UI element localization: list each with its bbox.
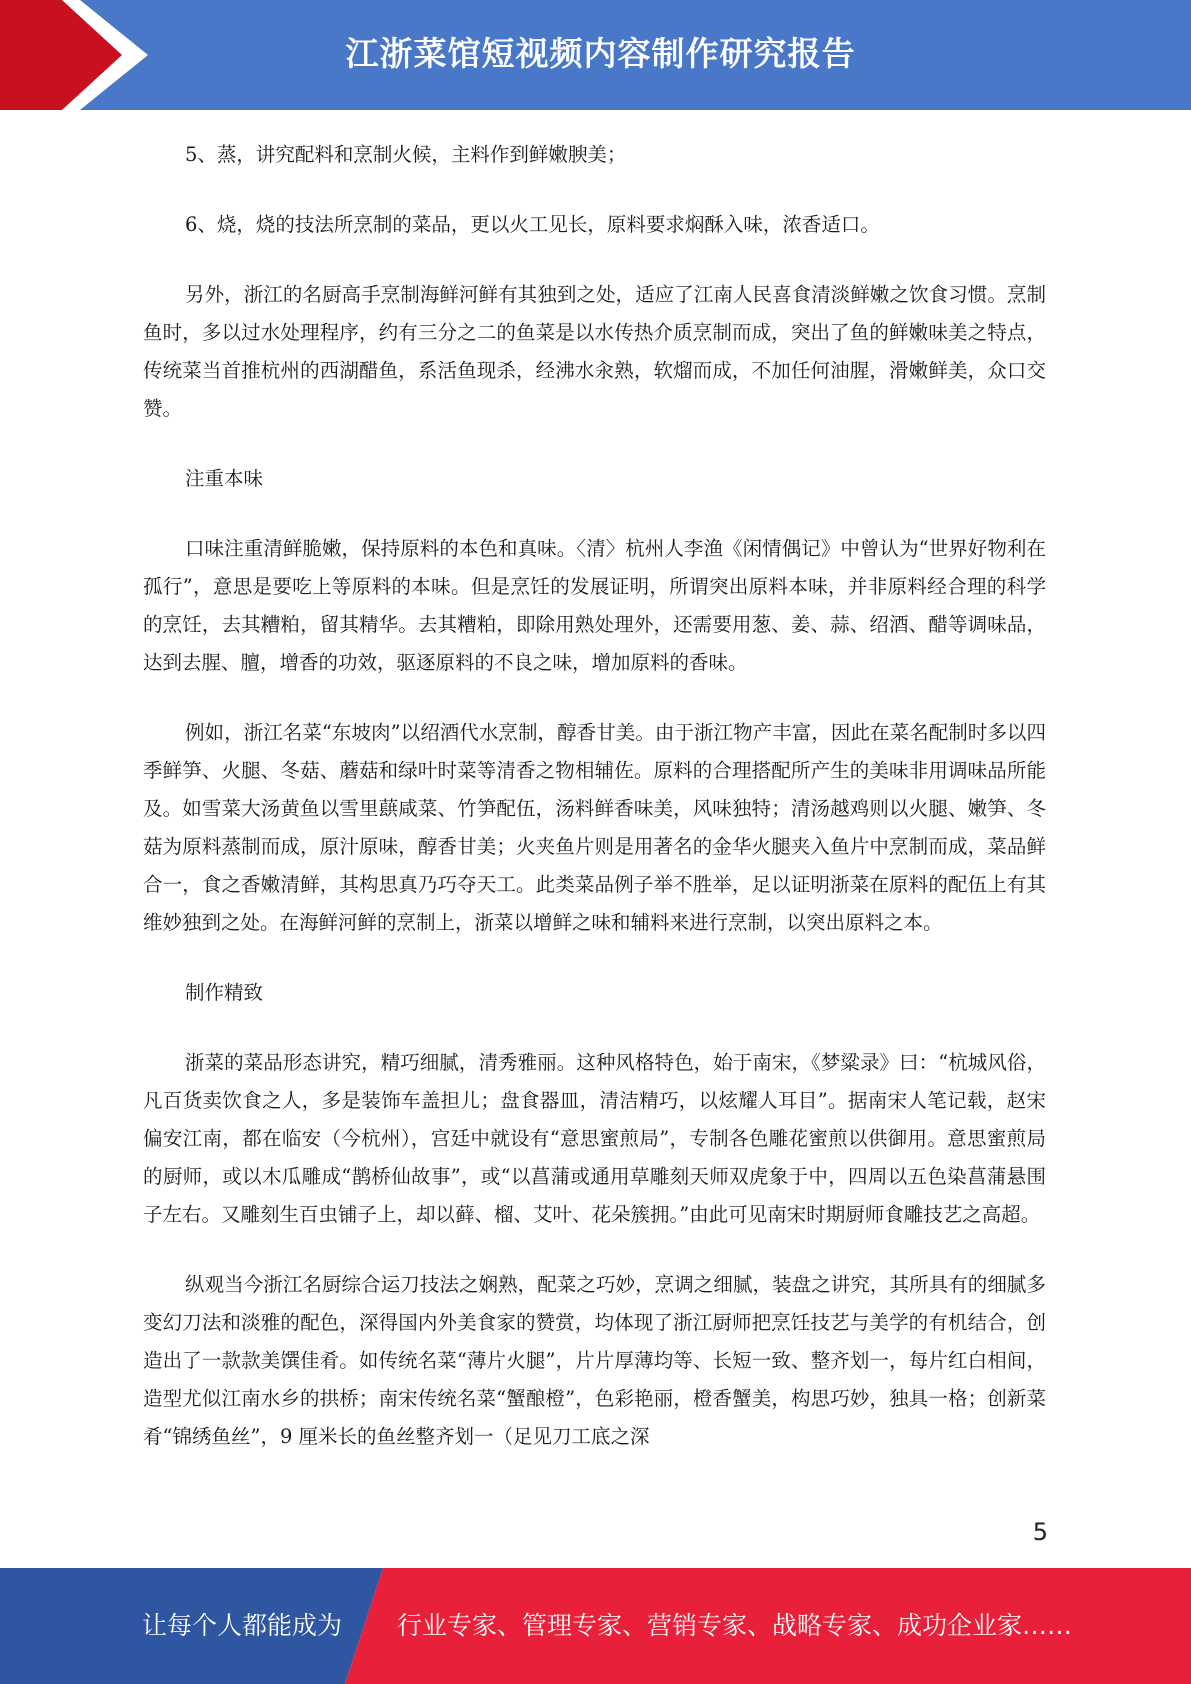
footer-slogan-right: 行业专家、管理专家、营销专家、战略专家、成功企业家…… (397, 1611, 1073, 1640)
paragraph-seafood: 另外，浙江的名厨高手烹制海鲜河鲜有其独到之处，适应了江南人民喜食清淡鲜嫩之饮食习惯。烹制鱼时，多以过水处理程序，约有三分之二的鱼菜是以水传热介质烹制而成，突出了鱼的鲜嫩味美之特点，传统菜当首推杭州的西湖醋鱼，系活鱼现杀，经沸水汆熟，软熘而成，不加任何油腥，滑嫩鲜美，众口交赞。 (143, 283, 1046, 420)
page-footer (0, 1568, 1191, 1684)
page-header (0, 0, 1191, 110)
section-heading-fine-craft: 制作精致 (185, 981, 264, 1004)
paragraph-dongpo-pork: 例如，浙江名菜“东坡肉”以绍酒代水烹制，醇香甘美。由于浙江物产丰富，因此在菜名配制时多以四季鲜笋、火腿、冬菇、蘑菇和绿叶时菜等清香之物相辅佐。原料的合理搭配所产生的美味非用调味品所能及。如雪菜大汤黄鱼以雪里蕻咸菜、竹笋配伍，汤料鲜香味美，风味独特；清汤越鸡则以火腿、嫩笋、冬菇为原料蒸制而成，原汁原味，醇香甘美；火夹鱼片则是用著名的金华火腿夹入鱼片中烹制而成，菜品鲜合一，食之香嫩清鲜，其构思真乃巧夺天工。此类菜品例子举不胜举，足以证明浙菜在原料的配伍上有其维妙独到之处。在海鲜河鲜的烹制上，浙菜以增鲜之味和辅料来进行烹制，以突出原料之本。 (143, 721, 1046, 934)
paragraph-steam: 5、蒸，讲究配料和烹制火候，主料作到鲜嫩腴美； (185, 143, 627, 166)
document-body (143, 136, 1046, 1488)
paragraph-braise: 6、烧，烧的技法所烹制的菜品，更以火工见长，原料要求焖酥入味，浓香适口。 (185, 213, 880, 236)
footer-slogan-left: 让每个人都能成为 (142, 1611, 343, 1640)
paragraph-knife-skills: 纵观当今浙江名厨综合运刀技法之娴熟，配菜之巧妙，烹调之细腻，装盘之讲究，其所具有的细腻多变幻刀法和淡雅的配色，深得国内外美食家的赞赏，均体现了浙江厨师把烹饪技艺与美学的有机结合，创造出了一款款美馔佳肴。如传统名菜“薄片火腿”，片片厚薄均等、长短一致、整齐划一，每片红白相间，造型尤似江南水乡的拱桥；南宋传统名菜“蟹酿橙”，色彩艳丽，橙香蟹美，构思巧妙，独具一格；创新菜肴“锦绣鱼丝”，9 厘米长的鱼丝整齐划一（足见刀工底之深 (143, 1273, 1046, 1448)
header-red-chevron-icon (0, 0, 160, 110)
paragraph-fine-craft: 浙菜的菜品形态讲究，精巧细腻，清秀雅丽。这种风格特色，始于南宋，《梦粱录》曰：“杭城风俗，凡百货卖饮食之人，多是装饰车盖担儿；盘食器皿，清洁精巧，以炫耀人耳目”。据南宋人笔记载，赵宋偏安江南，都在临安（今杭州），宫廷中就设有“意思蜜煎局”，专制各色雕花蜜煎以供御用。意思蜜煎局的厨师，或以木瓜雕成“鹊桥仙故事”，或“以菖蒲或通用草雕刻天师双虎象于中，四周以五色染菖蒲悬围子左右。又雕刻生百虫铺子上，却以藓、榴、艾叶、花朵簇拥。”由此可见南宋时期厨师食雕技艺之高超。 (143, 1051, 1046, 1226)
page-number: 5 (1032, 1518, 1048, 1546)
paragraph-natural-flavor: 口味注重清鲜脆嫩，保持原料的本色和真味。〈清〉杭州人李渔《闲情偶记》中曾认为“世界好物利在孤行”，意思是要吃上等原料的本味。但是烹饪的发展证明，所谓突出原料本味，并非原料经合理的科学的烹饪，去其糟粕，留其精华。去其糟粕，即除用熟处理外，还需要用葱、姜、蒜、绍酒、醋等调味品，达到去腥、膻，增香的功效，驱逐原料的不良之味，增加原料的香味。 (143, 537, 1046, 674)
section-heading-natural-flavor: 注重本味 (185, 467, 264, 490)
document-title: 江浙菜馆短视频内容制作研究报告 (345, 34, 856, 73)
